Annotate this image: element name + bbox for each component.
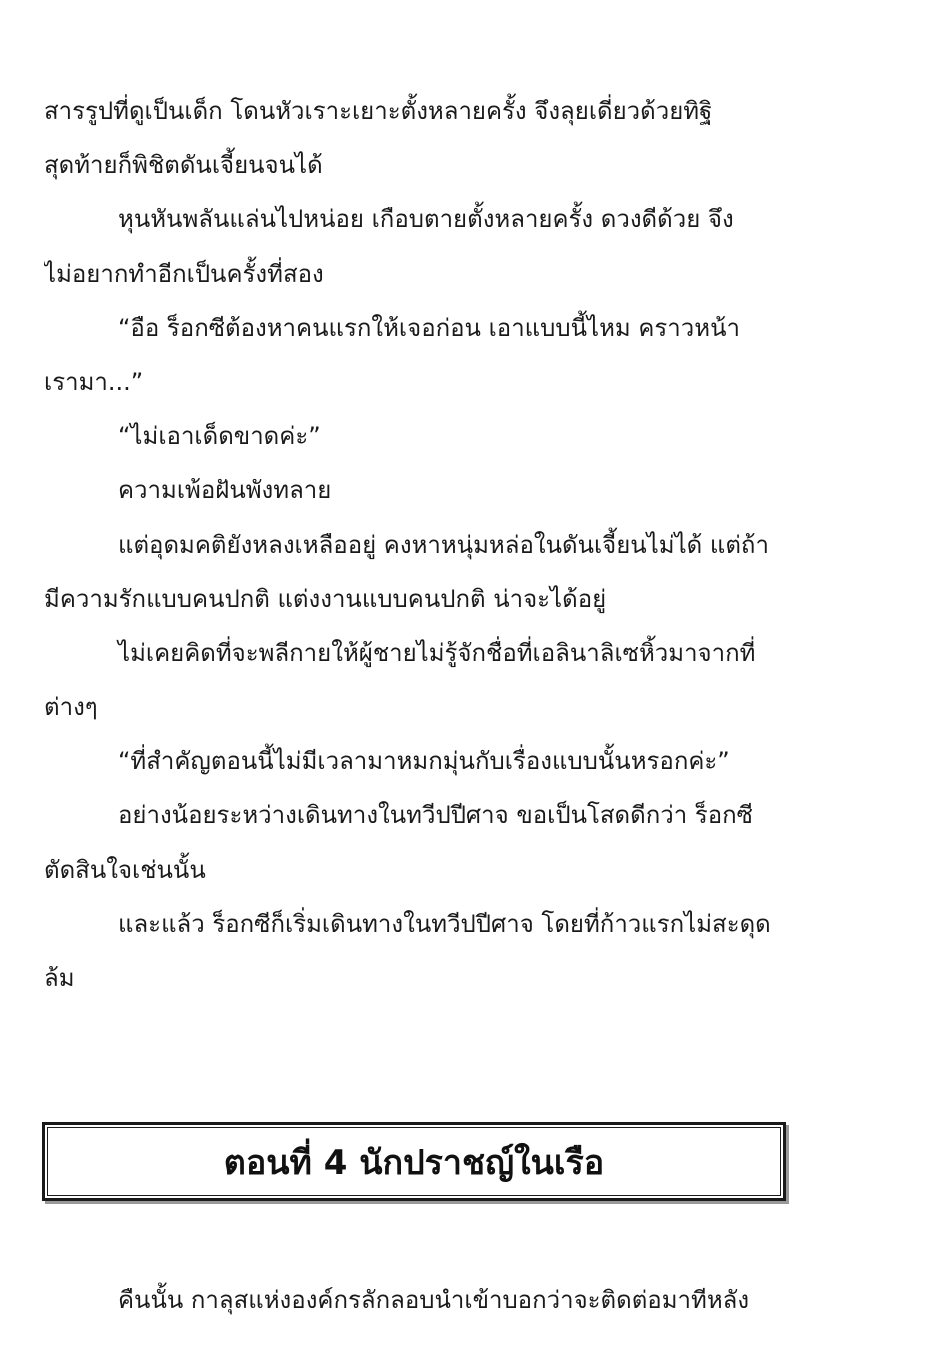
body-text xyxy=(44,84,786,1005)
text-line: “ไม่เอาเด็ดขาดค่ะ” xyxy=(118,422,321,451)
text-line: แต่อุดมคติยังหลงเหลืออยู่ คงหาหนุ่มหล่อในดันเจี้ยนไม่ได้ แต่ถ้า xyxy=(118,530,769,559)
text-line: “อือ ร็อกซีต้องหาคนแรกให้เจอก่อน เอาแบบนี้ไหม คราวหน้า xyxy=(118,313,740,342)
chapter-body-text xyxy=(44,1273,786,1327)
chapter-title: ตอนที่ 4 นักปราชญ์ในเรือ xyxy=(223,1142,605,1183)
text-line: มีความรักแบบคนปกติ แต่งงานแบบคนปกติ น่าจะได้อยู่ xyxy=(44,584,607,613)
text-line: อย่างน้อยระหว่างเดินทางในทวีปปีศาจ ขอเป็นโสดดีกว่า ร็อกซี xyxy=(118,801,753,830)
text-line: ไม่อยากทำอีกเป็นครั้งที่สอง xyxy=(44,259,324,288)
text-line: หุนหันพลันแล่นไปหน่อย เกือบตายตั้งหลายครั้ง ดวงดีด้วย จึง xyxy=(118,205,734,234)
text-line: สารรูปที่ดูเป็นเด็ก โดนหัวเราะเยาะตั้งหลายครั้ง จึงลุยเดี่ยวด้วยทิฐิ xyxy=(44,97,713,125)
text-line: สุดท้ายก็พิชิตดันเจี้ยนจนได้ xyxy=(44,151,323,180)
text-line: คืนนั้น กาลุสแห่งองค์กรลักลอบนำเข้าบอกว่าจะติดต่อมาทีหลัง xyxy=(118,1286,750,1314)
text-line: และแล้ว ร็อกซีก็เริ่มเดินทางในทวีปปีศาจ โดยที่ก้าวแรกไม่สะดุด xyxy=(118,909,771,938)
chapter-heading-box xyxy=(42,1122,786,1201)
text-line: ต่างๆ xyxy=(44,693,98,722)
text-line: ล้ม xyxy=(44,964,75,992)
text-line: “ที่สำคัญตอนนี้ไม่มีเวลามาหมกมุ่นกับเรื่องแบบนั้นหรอกค่ะ” xyxy=(118,747,730,776)
text-line: ไม่เคยคิดที่จะพลีกายให้ผู้ชายไม่รู้จักชื่อที่เอลินาลิเซหิ้วมาจากที่ xyxy=(118,638,756,667)
text-line: ความเพ้อฝันพังทลาย xyxy=(118,476,332,505)
text-line: ตัดสินใจเช่นนั้น xyxy=(44,855,206,884)
text-line: เรามา...” xyxy=(44,367,144,396)
